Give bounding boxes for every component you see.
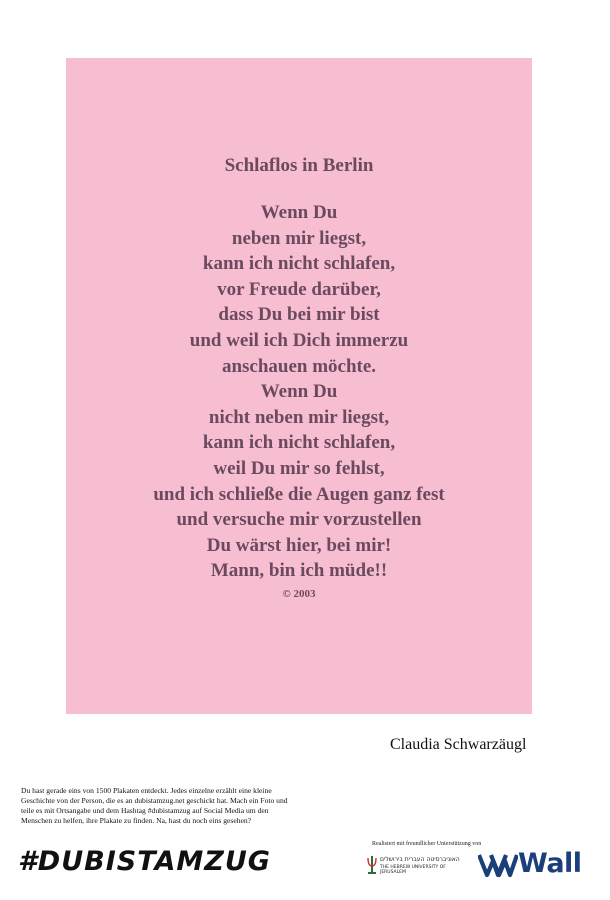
poem-line: Du wärst hier, bei mir! [206,534,392,556]
poem-copyright: © 2003 [282,587,316,600]
author-name: Claudia Schwarzäugl [390,736,527,753]
poem-line: und versuche mir vorzustellen [176,509,422,531]
poem-line: neben mir liegst, [231,227,367,249]
poem-line: vor Freude darüber, [217,278,381,300]
hashtag-logo: #DUBISTAMZUG [18,846,271,877]
support-text: Realisiert mit freundlicher Unterstützung von [372,841,482,847]
poem-line: dass Du bei mir bist [218,304,380,326]
poem [66,154,532,602]
huji-name-english: THE HEBREW UNIVERSITY OF JERUSALEM [380,865,446,875]
poem-title: Schlaflos in Berlin [224,155,374,176]
wall-logo-text: Wall [518,848,582,879]
huji-name-hebrew: האוניברסיטה העברית בירושלים [380,856,460,863]
wall-w-icon [478,852,518,878]
poem-line: und ich schließe die Augen ganz fest [153,483,445,505]
poem-line: Mann, bin ich müde!! [210,560,388,582]
poem-line: kann ich nicht schlafen, [202,432,396,454]
poem-line: Wenn Du [260,381,338,403]
poem-line: Wenn Du [260,202,338,223]
poem-line: nicht neben mir liegst, [208,406,390,428]
poem-line: anschauen möchte. [221,355,377,377]
poem-line: und weil ich Dich immerzu [189,329,409,351]
poem-line: kann ich nicht schlafen, [202,253,396,275]
menorah-icon [366,852,378,876]
poem-sheet [66,58,532,714]
info-text: Du hast gerade eins von 1500 Plakaten entdeckt. Jedes einzelne erzählt eine kleine Geschichte von der Person, die es an dubistamzug.net geschickt hat. Mach ein Foto und teile es mit Ortsangabe und dem Hashtag #dubistamzug auf Social Media um den Menschen zu helfen, ihre Plakate zu finden. Na, hast du noch eins gesehen? [21,786,288,825]
poem-line: weil Du mir so fehlst, [213,457,385,479]
wall-logo [478,848,590,880]
huji-logo [366,852,466,876]
